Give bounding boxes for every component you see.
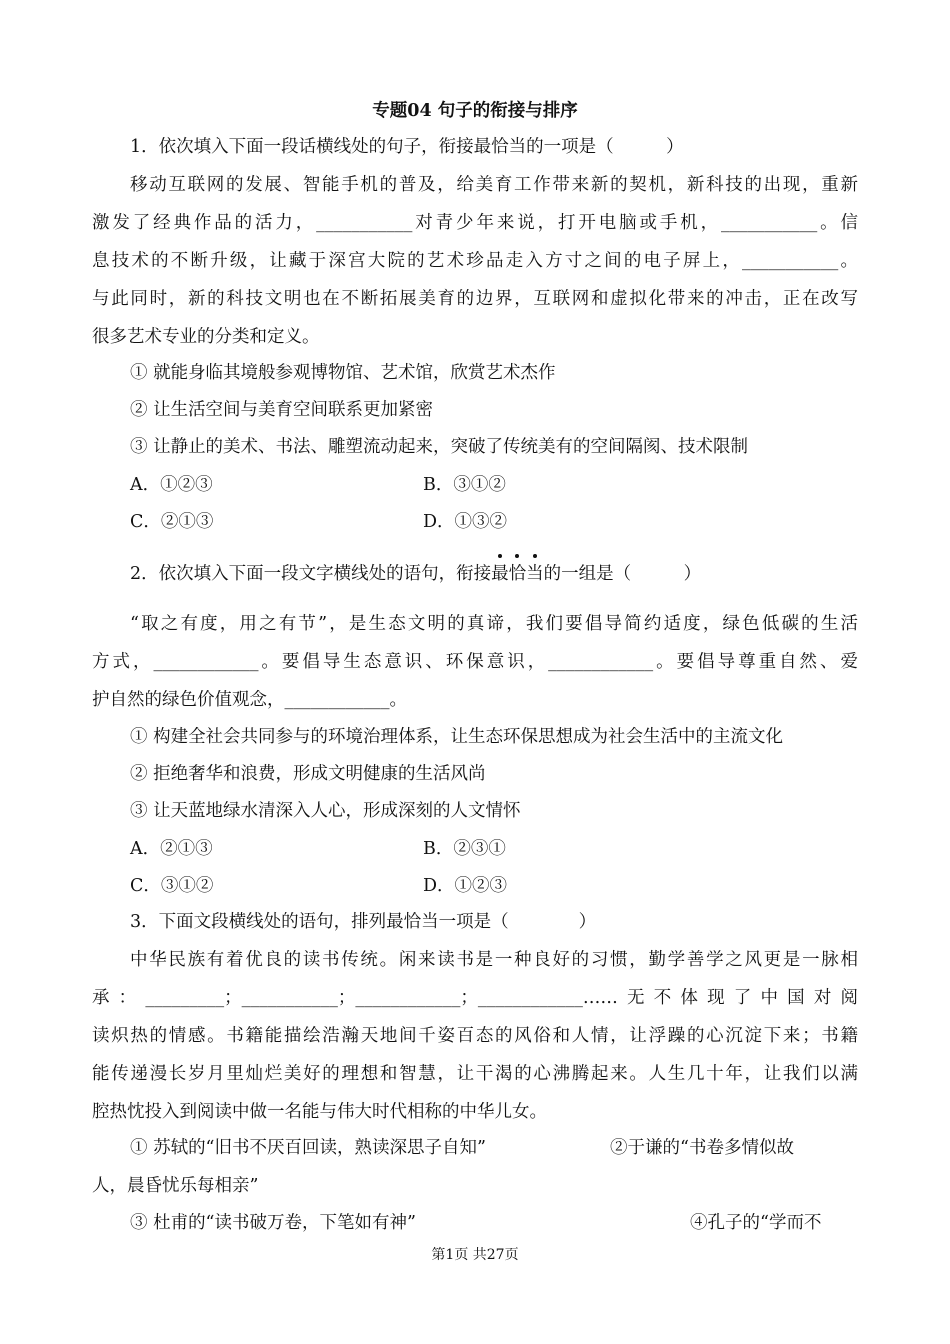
q1-stem: 1．依次填入下面一段话横线处的句子，衔接最恰当的一项是（ ） (130, 137, 684, 157)
q1-option-b[interactable]: B．③①② (423, 475, 506, 495)
emphasis-char: 当 (526, 564, 544, 584)
q1-item: ② 让生活空间与美育空间联系更加紧密 (130, 400, 434, 420)
q1-item: ③ 让静止的美术、书法、雕塑流动起来，突破了传统美有的空间隔阂、技术限制 (130, 437, 749, 457)
q2-passage-line: “取之有度，用之有节”，是生态文明的真谛，我们要倡导简约适度，绿色低碳的生活 (130, 614, 858, 634)
q3-item-3: ③ 杜甫的“读书破万卷，下笔如有神” (130, 1213, 416, 1233)
q2-option-c[interactable]: C．③①② (130, 876, 214, 896)
q2-option-d[interactable]: D．①②③ (423, 876, 508, 896)
q3-passage-line: 腔热忱投入到阅读中做一名能与伟大时代相称的中华儿女。 (92, 1102, 547, 1122)
q3-item-2: ②于谦的“书卷多情似故 (610, 1138, 794, 1158)
q3-passage-line: 读炽热的情感。书籍能描绘浩瀚天地间千姿百态的风俗和人情，让浮躁的心沉淀下来；书籍 (92, 1026, 858, 1046)
q3-item-2-cont: 人，晨昏忧乐每相亲” (92, 1176, 259, 1196)
document-title: 专题04 句子的衔接与排序 (372, 101, 578, 121)
q2-passage-line: 护自然的绿色价值观念，____________。 (92, 690, 407, 710)
q2-stem-post: 的一组是（ ） (543, 564, 702, 584)
emphasis-char: 最 (491, 564, 509, 584)
q1-passage-line: 很多艺术专业的分类和定义。 (92, 327, 320, 347)
q1-option-a[interactable]: A．①②③ (130, 475, 213, 495)
q3-passage-line: 承：_________；___________；____________；____________……无不体现了中国对阅 (92, 988, 858, 1008)
q2-passage-line: 方式，____________。要倡导生态意识、环保意识，____________。要倡导尊重自然、爱 (92, 652, 858, 672)
q1-option-d[interactable]: D．①③② (423, 512, 508, 532)
q1-passage-line: 移动互联网的发展、智能手机的普及，给美育工作带来新的契机，新科技的出现，重新 (130, 175, 858, 195)
page-footer: 第1页 共27页 (431, 1247, 519, 1263)
q3-passage-line: 能传递漫长岁月里灿烂美好的理想和智慧，让干渴的心沸腾起来。人生几十年，让我们以满 (92, 1064, 858, 1084)
q3-item-1: ① 苏轼的“旧书不厌百回读，熟读深思子自知” (130, 1138, 486, 1158)
q1-passage-line: 激发了经典作品的活力，___________对青少年来说，打开电脑或手机，___________。信 (92, 213, 858, 233)
q3-stem: 3．下面文段横线处的语句，排列最恰当一项是（ ） (130, 912, 597, 932)
q2-option-b[interactable]: B．②③① (423, 839, 506, 859)
emphasis-char: 恰 (508, 564, 527, 584)
q3-passage-line: 中华民族有着优良的读书传统。闲来读书是一种良好的习惯，勤学善学之风更是一脉相 (130, 950, 858, 970)
q2-stem-pre: 2．依次填入下面一段文字横线处的语句，衔接 (130, 564, 492, 584)
q1-passage-line: 与此同时，新的科技文明也在不断拓展美育的边界，互联网和虚拟化带来的冲击，正在改写 (92, 289, 858, 309)
q2-option-a[interactable]: A．②①③ (130, 839, 213, 859)
q2-item: ② 拒绝奢华和浪费，形成文明健康的生活风尚 (130, 764, 486, 784)
q1-item: ① 就能身临其境般参观博物馆、艺术馆，欣赏艺术杰作 (130, 363, 556, 383)
q1-option-c[interactable]: C．②①③ (130, 512, 214, 532)
q2-stem (130, 562, 858, 586)
q1-passage-line: 息技术的不断升级，让藏于深宫大院的艺术珍品走入方寸之间的电子屏上，___________。 (92, 251, 858, 271)
q2-item: ① 构建全社会共同参与的环境治理体系，让生态环保思想成为社会生活中的主流文化 (130, 727, 784, 747)
q3-item-4: ④孔子的“学而不 (690, 1213, 822, 1233)
q2-item: ③ 让天蓝地绿水清深入人心，形成深刻的人文情怀 (130, 801, 521, 821)
